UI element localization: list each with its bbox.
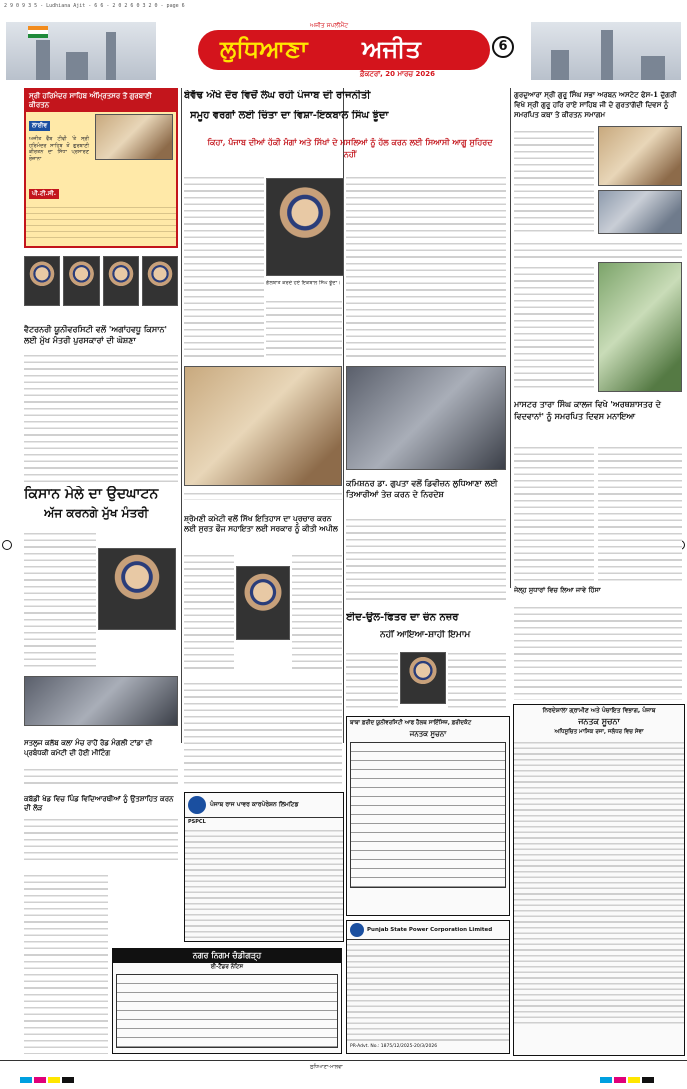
flag-icon bbox=[28, 26, 48, 38]
pspcl-bottom-org: Punjab State Power Corporation Limited bbox=[367, 927, 493, 933]
color-bar bbox=[642, 1077, 654, 1083]
gurdwara-body-col-2 bbox=[514, 262, 594, 392]
eid-body-col-2 bbox=[448, 648, 506, 710]
pspcl-advt-ref: PR-Advt. No.: 1875/12/2025-20/3/2026 bbox=[350, 1044, 438, 1049]
kabaddi-headline: ਕਬੱਡੀ ਖੇਡ ਵਿਚ ਪਿੰਡ ਵਿਦਿਆਰਥੀਆਂ ਨੂੰ ਉਤਸ਼ਾਹਿਤ ਕਰਨ ਦੀ ਲੋੜ bbox=[24, 794, 174, 812]
notice-text bbox=[514, 738, 684, 1024]
registration-mark bbox=[2, 540, 12, 550]
portrait-photo bbox=[63, 256, 99, 306]
university-body bbox=[24, 350, 178, 482]
sgpc-member-photo bbox=[236, 566, 290, 640]
pspcl-top-org: ਪੰਜਾਬ ਰਾਜ ਪਾਵਰ ਕਾਰਪੋਰੇਸ਼ਨ ਲਿਮਟਿਡ bbox=[210, 801, 299, 808]
lead-deck: ਕਿਹਾ, ਪੰਜਾਬ ਦੀਆਂ ਹੱਕੀ ਮੰਗਾਂ ਅਤੇ ਸਿੱਖਾਂ ਦੇ ਮਸਲਿਆਂ ਨੂੰ ਹੱਲ ਕਰਨ ਲਈ ਸਿਆਸੀ ਆਗੂ ਸੁਹਿਰਦ ਨਹੀਂ bbox=[207, 137, 493, 159]
nagar-nigam-sub: ਈ-ਟੈਂਡਰ ਨੋਟਿਸ bbox=[210, 964, 244, 970]
lead-headline-1: ਬੇਵੱਢ ਔਖੇ ਦੌਰ ਵਿਚੋਂ ਲੰਘ ਰਹੀ ਪੰਜਾਬ ਦੀ ਰਾਜਨੀਤੀ bbox=[184, 90, 371, 101]
eid-body-col-1 bbox=[346, 648, 398, 710]
page-number: 6 bbox=[492, 36, 514, 58]
lead-headline-2: ਸਮੂਹ ਵਰਗਾਂ ਲਈ ਚਿੰਤਾ ਦਾ ਵਿਸ਼ਾ-ਇਕਬਾਲ ਸਿੰਘ ਝੂੰਦਾ bbox=[190, 110, 389, 121]
award-ceremony-photo bbox=[598, 262, 682, 392]
panchayat-department-notice bbox=[513, 704, 685, 1056]
shahi-imam-photo bbox=[400, 652, 446, 704]
pspcl-tender-ad bbox=[184, 792, 344, 942]
gurdwara-sangat-photo bbox=[598, 190, 682, 234]
mela-body bbox=[24, 528, 96, 668]
commissioner-meeting-photo bbox=[346, 366, 506, 470]
pspcl-logo-icon bbox=[188, 796, 206, 814]
notice-subtitle: ਅਧਿਸੂਚਿਤ ਮਾਸਿਕ ਰਜਾ, ਜਲੰਧਰ ਵਿਚ ਸੇਵਾ bbox=[554, 729, 644, 735]
promo-title: ਸ੍ਰੀ ਹਰਿਮੰਦਰ ਸਾਹਿਬ ਅੰਮ੍ਰਿਤਸਰ ਤੋਂ ਗੁਰਬਾਣੀ ਕੀਰਤਨ bbox=[26, 90, 176, 112]
promo-body: ਅਜੀਤ ਵੈੱਬ ਟੀਵੀ 'ਤੇ ਸ੍ਰੀ ਹਰਿਮੰਦਰ ਸਾਹਿਬ ਤੋਂ ਗੁਰਬਾਣੀ ਕੀਰਤਨ ਦਾ ਸਿੱਧਾ ਪ੍ਰਸਾਰਣ ਰੋਜ਼ਾਨਾ bbox=[29, 136, 89, 162]
masthead-tagline: ਅਜੀਤ ਸਪਲੀਮੈਂਟ bbox=[310, 22, 349, 29]
family-photo bbox=[184, 366, 342, 486]
city-skyline-right-image bbox=[531, 22, 681, 80]
notice-title: ਜਨਤਕ ਸੂਚਨਾ bbox=[578, 717, 620, 726]
lead-body-col-2 bbox=[266, 296, 342, 358]
meeting-group-photo bbox=[24, 676, 178, 726]
color-bar bbox=[614, 1077, 626, 1083]
promo-text-block bbox=[26, 202, 176, 242]
iqbal-singh-jhunda-photo bbox=[266, 178, 344, 276]
masthead-city: ਲੁਧਿਆਣਾ bbox=[220, 34, 308, 63]
print-slug: 2 9 0 9 3 5 - Ludhiana Ajit - 6 6 - 2 0 2 6 0 3 2 0 - page 6 bbox=[4, 3, 185, 9]
sgpc-body-col-1 bbox=[184, 550, 234, 674]
prison-body bbox=[514, 602, 682, 700]
lead-body-col-1 bbox=[184, 172, 264, 358]
masthead-banner bbox=[198, 30, 490, 70]
pspcl-english-ad bbox=[346, 920, 510, 1054]
photo-strip bbox=[24, 256, 178, 306]
university-headline: ਵੈਟਰਨਰੀ ਯੂਨੀਵਰਸਿਟੀ ਵਲੋਂ 'ਅਗਾਂਹਵਧੂ ਕਿਸਾਨ' ਲਈ ਮੁੱਖ ਮੰਤਰੀ ਪੁਰਸਕਾਰਾਂ ਦੀ ਘੋਸ਼ਣਾ bbox=[24, 324, 167, 345]
college-headline: ਮਾਸਟਰ ਤਾਰਾ ਸਿੰਘ ਕਾਲਜ ਵਿਖੇ 'ਅਰਥਸ਼ਾਸਤਰ ਦੇ ਵਿਦਵਾਨਾਂ' ਨੂੰ ਸਮਰਪਿਤ ਦਿਵਸ ਮਨਾਇਆ bbox=[514, 399, 661, 421]
color-bar bbox=[48, 1077, 60, 1083]
prison-headline: ਜੇਲ੍ਹ ਸੁਧਾਰਾਂ ਵਿਚ ਲਿਆ ਜਾਵੇ ਹਿੱਸਾ bbox=[514, 586, 601, 594]
satluj-body bbox=[24, 764, 178, 788]
commissioner-headline: ਕਮਿਸ਼ਨਰ ਡਾ. ਗੁਪਤਾ ਵਲੋਂ ਡਿਵੀਜ਼ਨ ਲੁਧਿਆਣਾ ਲਈ ਤਿਆਰੀਆਂ ਤੇਜ਼ ਕਰਨ ਦੇ ਨਿਰਦੇਸ਼ bbox=[346, 478, 498, 499]
gurdwara-body-col-1 bbox=[514, 126, 594, 232]
pspcl-logo-icon bbox=[350, 923, 364, 937]
mela-headline-2: ਅੱਜ ਕਰਨਗੇ ਮੁੱਖ ਮੰਤਰੀ bbox=[44, 506, 149, 520]
color-bar bbox=[20, 1077, 32, 1083]
pspcl-tender-text bbox=[185, 826, 343, 938]
color-bar bbox=[628, 1077, 640, 1083]
gurdwara-headline: ਗੁਰਦੁਆਰਾ ਸ੍ਰੀ ਗੁਰੂ ਸਿੰਘ ਸਭਾ ਅਰਬਨ ਅਸਟੇਟ ਫੇਸ-1 ਦੁੱਗਰੀ ਵਿਖੇ ਸ੍ਰੀ ਗੁਰੂ ਹਰਿ ਰਾਏ ਸਾਹਿਬ ਜੀ ਦੇ ਗੁਰਤਾਗੱਦੀ ਦਿਵਸ ਨੂੰ ਸਮਰਪਿਤ ਕਥਾ ਤੇ ਕੀਰਤਨ ਸਮਾਗਮ bbox=[514, 90, 677, 119]
gurdwara-stage-photo bbox=[598, 126, 682, 186]
sgpc-body-continued bbox=[184, 678, 342, 788]
sgpc-headline: ਸ਼੍ਰੋਮਣੀ ਕਮੇਟੀ ਵਲੋਂ ਸਿੱਖ ਇਤਿਹਾਸ ਦਾ ਪ੍ਰਚਾਰ ਕਰਨ ਲਈ ਸੁਰਤ ਫੌਜ ਸਹਾਇਤਾ ਲਈ ਸਰਕਾਰ ਨੂੰ ਕੀਤੀ ਅਪੀਲ bbox=[184, 514, 338, 533]
college-body-col-2 bbox=[598, 442, 682, 582]
commissioner-body bbox=[346, 514, 506, 604]
chief-minister-photo bbox=[98, 548, 176, 630]
masthead-paper-name: ਅਜੀਤ bbox=[362, 34, 421, 63]
sgpc-body-col-2 bbox=[292, 550, 342, 674]
family-photo-caption bbox=[184, 488, 342, 500]
pspcl-top-logo-text: PSPCL bbox=[188, 819, 206, 825]
satluj-headline: ਸਤਲੁਜ ਕਲੱਬ ਕਲਾ ਮੰਚ ਰਾਹੋਂ ਰੋਡ ਮੰਗਲੀ ਟਾਂਡਾ ਦੀ ਪ੍ਰਬੰਧਕੀ ਕਮੇਟੀ ਦੀ ਹੋਈ ਮੀਟਿੰਗ bbox=[24, 738, 153, 757]
university-notice-sub: ਜਨਤਕ ਸੂਚਨਾ bbox=[409, 730, 447, 738]
portrait-photo bbox=[103, 256, 139, 306]
color-bar bbox=[600, 1077, 612, 1083]
gurbani-promo-box bbox=[24, 88, 178, 248]
notice-department: ਨਿਰਦੇਸ਼ਾਲਾ ਗ੍ਰਾਮੀਣ ਅਤੇ ਪੰਚਾਇਤ ਵਿਭਾਗ, ਪੰਜਾਬ bbox=[542, 707, 656, 714]
footer-strip: ਲੁਧਿਆਣਾ-ਮਾਲਵਾ bbox=[310, 1064, 343, 1070]
college-body-col-1 bbox=[514, 442, 594, 582]
color-bar bbox=[62, 1077, 74, 1083]
masthead-date: ਫ਼ੈਕਟਰਾਂ, 20 ਮਾਰਚ 2026 bbox=[360, 70, 436, 78]
portrait-photo bbox=[24, 256, 60, 306]
portrait-photo bbox=[142, 256, 178, 306]
lead-photo-caption: ਗੱਲਬਾਤ ਕਰਦੇ ਹੋਏ ਇਕਬਾਲ ਸਿੰਘ ਝੂੰਦਾ। bbox=[266, 280, 341, 286]
university-notice-title: ਬਾਬਾ ਫ਼ਰੀਦ ਯੂਨੀਵਰਸਿਟੀ ਆਫ ਹੈਲਥ ਸਾਇੰਸਿਜ਼, ਫ਼ਰੀਦਕੋਟ bbox=[350, 720, 472, 726]
eid-headline-2: ਨਹੀਂ ਆਇਆ-ਸ਼ਾਹੀ ਇਮਾਮ bbox=[380, 630, 471, 640]
color-bar bbox=[34, 1077, 46, 1083]
mela-headline-1: ਕਿਸਾਨ ਮੇਲੇ ਦਾ ਉਦਘਾਟਨ bbox=[24, 486, 159, 502]
promo-channel-label: ਪੀ.ਟੀ.ਸੀ. bbox=[29, 189, 59, 199]
left-bottom-body bbox=[24, 870, 108, 1054]
lead-body-col-3 bbox=[346, 172, 506, 358]
harmandir-sahib-photo bbox=[95, 114, 173, 160]
eid-headline-1: ਈਦ-ਉਲ-ਫਿਤਰ ਦਾ ਚੰਨ ਨਜ਼ਰ bbox=[346, 612, 459, 623]
nagar-nigam-tender-ad bbox=[112, 948, 342, 1054]
pspcl-english-text bbox=[347, 940, 509, 1044]
city-skyline-left-image bbox=[6, 22, 156, 80]
gurdwara-caption bbox=[514, 238, 682, 260]
university-public-notice bbox=[346, 716, 510, 916]
masthead bbox=[0, 12, 687, 82]
nagar-nigam-title: ਨਗਰ ਨਿਗਮ ਚੰਡੀਗੜ੍ਹ bbox=[113, 949, 341, 963]
promo-live-label: ਲਾਈਵ bbox=[29, 121, 50, 131]
kabaddi-body bbox=[24, 814, 178, 864]
